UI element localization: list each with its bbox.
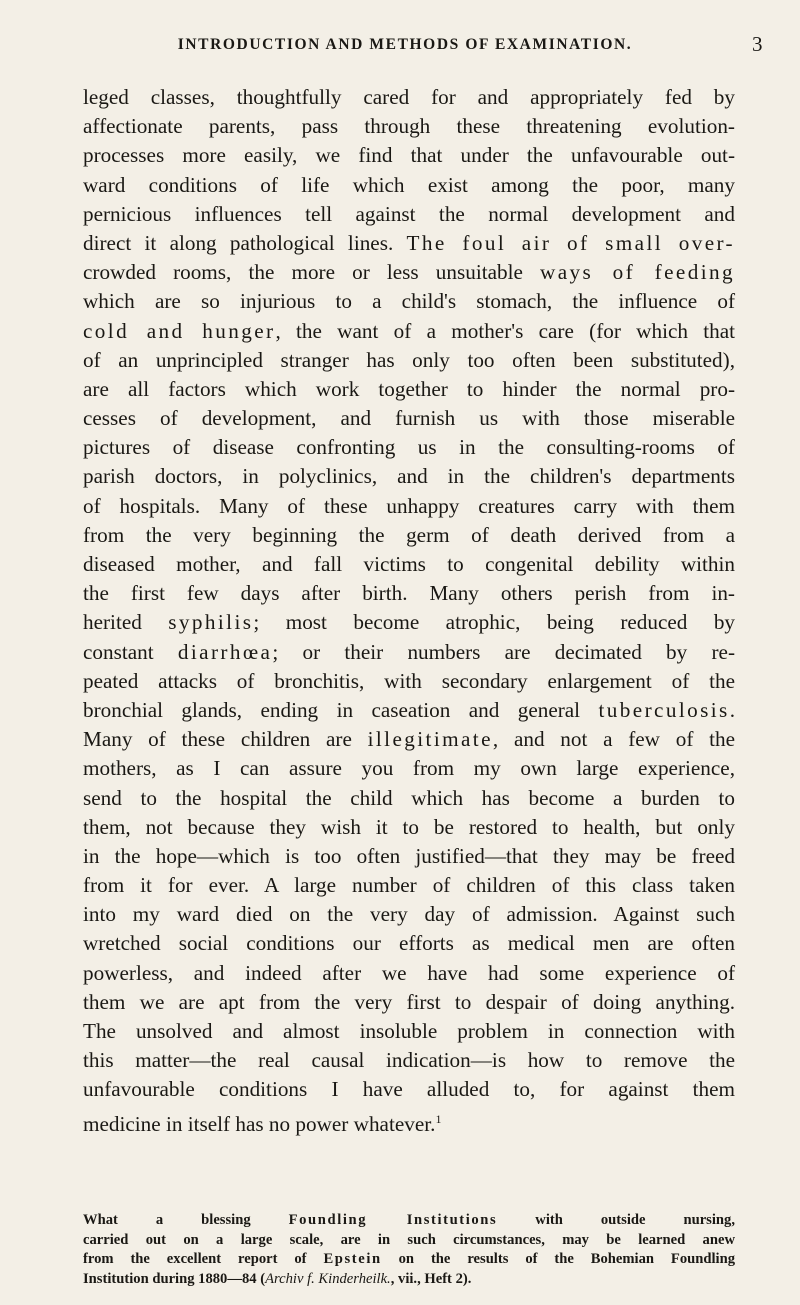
footnote-segment: What a blessing <box>83 1212 251 1228</box>
text-segment: ; most become atrophic, being reduced by <box>253 610 736 635</box>
footnote-citation: Archiv f. Kinderheilk. <box>265 1270 391 1287</box>
text-line <box>83 638 735 667</box>
text-line: pictures of disease confronting us in the consulting-rooms of <box>83 435 735 460</box>
page-number: 3 <box>752 32 763 56</box>
text-line: this matter—the real causal indication—is how to remove the <box>83 1048 735 1073</box>
text-line: leged classes, thoughtfully cared for and appropriately fed by <box>83 85 735 109</box>
text-segment: . <box>729 697 736 722</box>
footnote-segment: on the results of the Bohemian Foundling <box>398 1251 735 1267</box>
emphasis-diarrhoea: diarrhœa <box>177 639 273 664</box>
text-line: wretched social conditions our efforts as medical men are often <box>83 931 735 956</box>
text-line: unfavourable conditions I have alluded to, for against them <box>83 1077 735 1102</box>
text-segment: Many of these children are <box>83 727 352 752</box>
text-line: them, not because they wish it to be restored to health, but only <box>83 814 735 839</box>
text-line: into my ward died on the very day of admission. Against such <box>83 902 735 927</box>
footnote-marker: 1 <box>435 1111 442 1126</box>
text-line: affectionate parents, pass through these threatening evolution- <box>83 114 735 139</box>
footnote-segment: with outside nursing, <box>535 1212 735 1228</box>
text-segment: , the want of a mother's care (for which that <box>275 318 735 343</box>
footnote-author: Epstein <box>323 1251 382 1267</box>
footnote-line <box>83 1270 735 1290</box>
text-line: from it for ever. A large number of children of this class taken <box>83 873 735 898</box>
footnote-line <box>83 1250 735 1270</box>
text-segment: crowded rooms, the more or less unsuitable <box>83 260 523 285</box>
text-line: of an unprincipled stranger has only too often been substituted), <box>83 347 735 372</box>
text-line: powerless, and indeed after we have had some experience of <box>83 960 735 985</box>
emphasis-cold-and-hunger: cold and hunger <box>83 318 276 343</box>
text-line <box>83 229 735 258</box>
text-segment: , and not a few of the <box>492 727 735 752</box>
text-line <box>83 1105 735 1134</box>
footnote <box>83 1211 735 1289</box>
text-line <box>83 258 735 287</box>
text-segment: direct it along pathological lines. <box>83 230 394 255</box>
emphasis-foul-air: The foul air of small over- <box>406 230 736 255</box>
text-line: them we are apt from the very first to despair of doing anything. <box>83 989 735 1014</box>
footnote-segment: , vii., Heft 2). <box>390 1270 472 1287</box>
text-line: The unsolved and almost insoluble problem in connection with <box>83 1019 735 1043</box>
text-line: ward conditions of life which exist among the poor, many <box>83 172 735 197</box>
text-line: are all factors which work together to hinder the normal pro- <box>83 376 735 401</box>
text-line: in the hope—which is too often justified—that they may be freed <box>83 843 735 868</box>
text-line: cesses of development, and furnish us with those miserable <box>83 406 735 431</box>
footnote-emphasis: Foundling Institutions <box>288 1212 498 1228</box>
text-line <box>83 608 735 637</box>
emphasis-ways-of-feeding: ways of feeding <box>540 260 735 285</box>
text-line: send to the hospital the child which has become a burden to <box>83 785 735 810</box>
text-line <box>83 696 735 725</box>
body-paragraph <box>83 83 735 1134</box>
emphasis-illegitimate: illegitimate <box>367 727 493 752</box>
text-line: the first few days after birth. Many others perish from in- <box>83 581 735 606</box>
text-segment: constant <box>83 639 154 664</box>
text-line: from the very beginning the germ of death derived from a <box>83 522 735 547</box>
text-line: diseased mother, and fall victims to congenital debility within <box>83 552 735 576</box>
text-line: which are so injurious to a child's stomach, the influence of <box>83 289 735 314</box>
footnote-segment: Institution during 1880—84 ( <box>83 1270 266 1287</box>
text-line <box>83 725 735 754</box>
text-line: peated attacks of bronchitis, with secondary enlargement of the <box>83 668 735 693</box>
text-line: pernicious influences tell against the normal development and <box>83 201 735 226</box>
text-line: mothers, as I can assure you from my own large experience, <box>83 756 735 781</box>
text-line: processes more easily, we find that under the unfavourable out- <box>83 143 735 168</box>
text-segment: herited <box>83 610 142 635</box>
emphasis-syphilis: syphilis <box>168 610 254 635</box>
text-line: parish doctors, in polyclinics, and in the children's departments <box>83 464 735 489</box>
text-line <box>83 317 735 346</box>
footnote-segment: from the excellent report of <box>83 1251 307 1267</box>
emphasis-tuberculosis: tuberculosis <box>598 697 730 722</box>
footnote-line: carried out on a large scale, are in such circumstances, may be learned anew <box>83 1231 735 1248</box>
text-segment: medicine in itself has no power whatever. <box>83 1111 436 1136</box>
text-line: of hospitals. Many of these unhappy creatures carry with them <box>83 493 735 518</box>
text-segment: bronchial glands, ending in caseation and general <box>83 697 581 722</box>
text-segment: ; or their numbers are decimated by re- <box>272 639 736 664</box>
footnote-line <box>83 1211 735 1231</box>
running-title: INTRODUCTION AND METHODS OF EXAMINATION. <box>177 36 633 53</box>
